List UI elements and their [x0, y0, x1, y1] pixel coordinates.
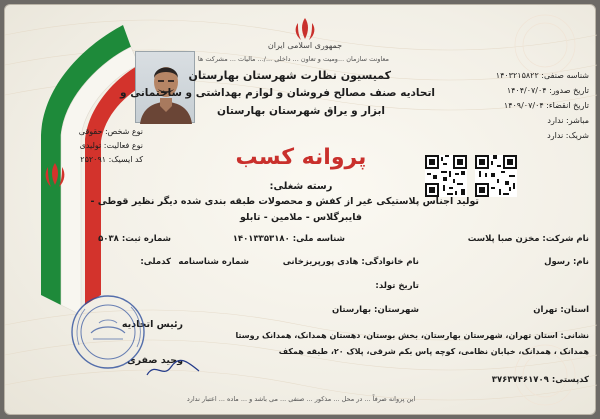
- partner: شریک: ندارد: [547, 131, 589, 140]
- signature-scribble: [143, 357, 203, 381]
- signature-role: رئیس اتحادیه: [121, 319, 183, 330]
- issue-date: تاریخ صدور: ۱۴۰۴/۰۷/۰۴: [506, 86, 589, 95]
- ministry-line: معاونت سازمان ...ومیت و تعاون ... داخلی .../... مالیات ... مشرکت ها: [197, 55, 389, 63]
- province: استان: تهران: [533, 305, 589, 315]
- certificate-title: پروانه کسب: [235, 145, 367, 170]
- person-type: نوع شخص: حقوقی: [78, 127, 143, 136]
- address-line-1: نشانی: استان تهران، شهرستان بهارستان، بخش بوستان، دهستان همدانک، همدانک روستا: [235, 331, 589, 340]
- commission-title: کمیسیون نظارت شهرستان بهارستان: [188, 69, 391, 82]
- footer-note: این پروانه صرفاً ... در محل ... مذکور ... صنفی ... می باشد و ... ماده ... اعتبار ندارد: [186, 395, 416, 403]
- republic-heading: جمهوری اسلامی ایران: [267, 41, 343, 50]
- postal-code: کدپستی: ۳۷۶۳۷۴۶۱۷۰۹: [491, 375, 589, 385]
- isic-code: کد ایسیک: ۲۵۲۰۹۱: [80, 155, 143, 164]
- union-seal-stamp: [69, 293, 147, 371]
- union-line-2: ابزار و یراق شهرستان بهارستان: [216, 105, 385, 117]
- serial-number: شناسه صنفی: ۱۴۰۳۲۱۵۸۲۲: [495, 71, 589, 80]
- business-field-label: رسته شغلی:: [269, 181, 333, 192]
- signature-name: وحید صفری: [126, 355, 183, 366]
- activity-type: نوع فعالیت: تولیدی: [79, 141, 143, 150]
- national-code: کدملی:: [140, 257, 171, 267]
- business-field-line-2: فایبرگلاس - ملامین - تابلو: [239, 212, 363, 223]
- last-name: نام خانوادگی: هادی پورپریزخانی: [282, 257, 419, 267]
- address-line-2: همدانک ، همدانک، خیابان نظامی، کوچه پاس بکم شرقی، پلاک ۲۰، طبقه همکف: [278, 347, 589, 356]
- company-name: نام شرکت: مخزن صبا پلاست: [467, 234, 589, 244]
- expiry-date: تاریخ انقضاء: ۱۴۰۹/۰۷/۰۴: [503, 101, 589, 110]
- national-id: شناسه ملی: ۱۴۰۱۳۳۵۳۱۸۰: [232, 234, 345, 244]
- iran-flag-ribbon: [5, 5, 155, 325]
- iran-emblem-icon: [290, 15, 320, 43]
- city: شهرستان: بهارستان: [331, 305, 419, 315]
- first-name: نام: رسول: [544, 257, 589, 267]
- certificate: [4, 4, 596, 415]
- business-field-line-1: تولید اجناس پلاستیکی غیر از کفش و محصولات طبقه بندی شده دیگر نظیر قوطی -: [90, 196, 479, 207]
- qr-code-right: [475, 155, 517, 197]
- union-line-1: اتحادیه صنف مصالح فروشان و لوازم بهداشتی و ساختمانی و: [120, 87, 435, 99]
- birth-date: تاریخ تولد:: [375, 281, 419, 291]
- registration-number: شماره ثبت: ۵۰۳۸: [98, 234, 171, 244]
- emblem-icon: [35, 155, 75, 195]
- id-number: شماره شناسنامه: [178, 257, 249, 267]
- manager: مباشر: ندارد: [547, 116, 589, 125]
- qr-code-left: [425, 155, 467, 197]
